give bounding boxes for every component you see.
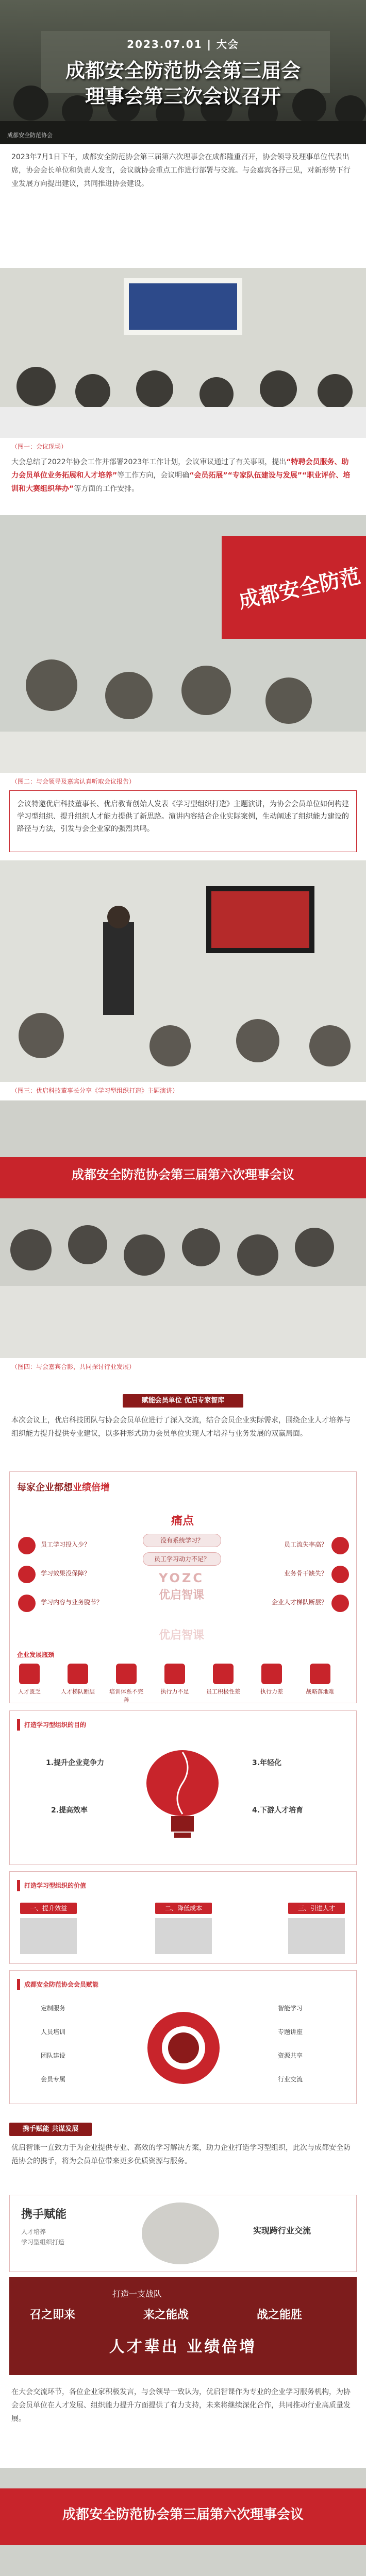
problem-icon-5 — [213, 1664, 234, 1684]
partner-card-title: 携手赋能 — [21, 2208, 67, 2221]
speech-text: 会议特邀优启科技董事长、优启教育创始人发表《学习型组织打造》主题演讲，为协会会员单位如何构建学习型组织、提升组织人才能力提供了新思路。演讲内容结合企业实际案例，生动阐述了组织能力建设的路径与方法，引发与会企业家的强烈共鸣。 — [17, 800, 349, 833]
banner-watermark: 成都安全防范协会 — [7, 132, 53, 139]
slogan-block — [9, 2277, 357, 2375]
logo-sub: YOZC — [159, 1571, 204, 1585]
wave-title: 每家企业都想业绩倍增 — [17, 1482, 110, 1493]
benefit-right: 三、引进人才 — [288, 1903, 345, 1914]
pain-icon-6 — [331, 1595, 349, 1612]
problem-label-1: 人才匮乏 — [18, 1688, 41, 1695]
problem-icon-6 — [261, 1664, 282, 1684]
section2-paragraph: 优启智课一直致力于为企业提供专业、高效的学习解决方案，助力企业打造学习型组织，此次与成都安全防范协会的携手，将为会员单位带来更多优质资源与服务。 — [11, 2144, 351, 2165]
slogan-line-4: 战之能胜 — [257, 2309, 303, 2321]
goal-left-2: 2.提高效率 — [51, 1806, 88, 1815]
pain-icon-1 — [18, 1537, 36, 1554]
pain-center-2: 员工学习动力不足？ — [143, 1552, 221, 1566]
pain-left-3: 学习内容与业务脱节？ — [41, 1599, 103, 1606]
slogan-big: 人才辈出 业绩倍增 — [109, 2338, 257, 2356]
service-right-2: 专题讲座 — [278, 2028, 303, 2036]
speech-photo — [0, 860, 366, 1082]
partner-card — [9, 2195, 357, 2272]
benefit-img-right — [288, 1918, 345, 1954]
final-banner: 成都安全防范协会第三届第六次理事会议 — [62, 2507, 304, 2522]
problem-icon-7 — [310, 1664, 330, 1684]
goal-left-1: 1.提升企业竞争力 — [46, 1759, 105, 1767]
service-left-1: 定制服务 — [41, 2005, 66, 2012]
services-panel — [9, 1970, 357, 2104]
caption-3: （图三：优启科技董事长分享《学习型组织打造》主题演讲） — [11, 1087, 179, 1094]
partner-card-line-2: 学习型组织打造 — [21, 2239, 65, 2246]
service-right-4: 行业交流 — [278, 2076, 303, 2083]
problem-label-2: 人才梯队断层 — [61, 1688, 95, 1695]
brain-icon — [141, 1742, 224, 1845]
partner-card-line-1: 人才培养 — [21, 2228, 46, 2235]
benefits-bar — [17, 1880, 20, 1891]
problem-label-6: 执行力差 — [260, 1688, 283, 1695]
benefit-center: 二、降低成本 — [155, 1903, 212, 1914]
pain-panel — [9, 1471, 357, 1703]
paragraph-2: 大会总结了2022年协会工作并部署2023年工作计划，会议审议通过了有关事项，提出“特聘会员服务、助力会员单位业务拓展和人才培养”等工作方向，会议明确“会员拓展”“专家队伍建设与发展”“职业评价、培训和大赛组织举办”等方面的工作安排。 — [11, 458, 351, 493]
goal-panel — [9, 1710, 357, 1865]
service-left-4: 会员专属 — [41, 2076, 66, 2083]
svg-text:成都安全防范: 成都安全防范 — [236, 564, 363, 614]
pain-center-1: 没有系统学习？ — [143, 1534, 221, 1547]
speech-box — [9, 790, 357, 852]
benefit-left: 一、提升效益 — [20, 1903, 77, 1914]
partner-card-right: 实现跨行业交流 — [253, 2226, 311, 2235]
problems-title: 企业发展瓶颈 — [17, 1651, 55, 1658]
benefits-title: 打造学习型组织的价值 — [24, 1882, 87, 1889]
logo-big: 优启智课 — [158, 1589, 204, 1602]
problem-label-5: 员工积极性差 — [206, 1688, 240, 1695]
goal-bar — [17, 1719, 20, 1731]
section1-header: 赋能会员单位 优启专家智库 — [123, 1394, 243, 1408]
service-left-3: 团队建设 — [41, 2052, 66, 2059]
slogan-line-2: 召之即来 — [30, 2309, 76, 2321]
services-title: 成都安全防范协会会员赋能 — [24, 1981, 99, 1988]
photo4-banner: 成都安全防范协会第三届第六次理事会议 — [72, 1167, 294, 1182]
service-left-2: 人员培训 — [41, 2028, 66, 2036]
pain-right-3: 企业人才梯队断层？ — [271, 1599, 327, 1606]
pain-right-1: 员工流失率高？ — [284, 1541, 327, 1548]
meeting-photo-1 — [0, 268, 366, 438]
goal-right-2: 4.下游人才培育 — [252, 1806, 304, 1815]
partner-card-photo — [142, 2202, 219, 2264]
pain-left-2: 学习效果没保障？ — [41, 1570, 91, 1577]
problem-icon-4 — [164, 1664, 185, 1684]
problem-icon-2 — [68, 1664, 88, 1684]
services-bar — [17, 1979, 20, 1990]
benefits-panel — [9, 1871, 357, 1964]
intro-paragraph: 2023年7月1日下午，成都安全防范协会第三届第六次理事会在成都隆重召开，协会领导及理事单位代表出席，协会会长单位和负责人发言，会议就协会重点工作进行部署与交流。与会嘉宾各抒己见，对新形势下行业发展方向提出建议，共同推进协会建设。 — [11, 153, 351, 188]
section2-paragraph-2: 在大会交流环节，各位企业家积极发言，与会领导一致认为，优启智课作为专业的企业学习服务机构，为协会会员单位在人才发展、组织能力提升方面提供了有力支持，未来将继续深化合作，共同推动行业高质量发展。 — [11, 2388, 351, 2423]
caption-1: （图一：会议现场） — [11, 443, 68, 450]
caption-2: （图二：与会领导及嘉宾认真听取会议报告） — [11, 778, 136, 785]
logo-big-2: 优启智课 — [158, 1629, 204, 1642]
goal-right-1: 3.年轻化 — [252, 1759, 282, 1767]
problem-icon-3 — [116, 1664, 137, 1684]
section1-paragraph: 本次会议上，优启科技团队与协会会员单位进行了深入交流，结合会员企业实际需求，围绕企业人才培养与组织能力提升提供专业建议，以多种形式助力会员单位实现人才培养与业务发展的双赢局面。 — [11, 1416, 351, 1438]
banner-title-line1: 成都安全防范协会第三届会 — [65, 59, 301, 82]
pain-icon-3 — [18, 1595, 36, 1612]
goal-title: 打造学习型组织的目的 — [24, 1721, 87, 1728]
problem-label-7: 战略落地难 — [306, 1688, 335, 1695]
problem-label-3: 培训体系不完善 — [109, 1688, 143, 1703]
banner-title-line2: 理事会第三次会议召开 — [85, 85, 281, 108]
banner-date: 2023.07.01 | 大会 — [127, 38, 239, 50]
pain-right-2: 业务骨干缺失？ — [284, 1570, 327, 1577]
benefit-img-left — [20, 1918, 77, 1954]
pain-left-1: 员工学习投入少？ — [41, 1541, 91, 1548]
pain-icon-5 — [331, 1566, 349, 1583]
pain-icon-4 — [331, 1537, 349, 1554]
slogan-line-1: 打造一支战队 — [112, 2289, 162, 2299]
service-right-3: 资源共享 — [278, 2052, 303, 2059]
benefit-img-center — [155, 1918, 212, 1954]
slogan-line-3: 来之能战 — [143, 2309, 189, 2321]
pain-heading: 痛点 — [171, 1515, 194, 1528]
meeting-photo-2 — [0, 515, 366, 773]
problem-icon-1 — [19, 1664, 40, 1684]
service-right-1: 智能学习 — [278, 2005, 303, 2012]
group-photo — [0, 1100, 366, 1358]
problem-label-4: 执行力不足 — [160, 1688, 189, 1695]
caption-4: （图四：与会嘉宾合影，共同探讨行业发展） — [11, 1363, 136, 1370]
section2-header: 携手赋能 共谋发展 — [9, 2123, 92, 2136]
services-hub — [145, 2002, 222, 2094]
pain-icon-2 — [18, 1566, 36, 1583]
